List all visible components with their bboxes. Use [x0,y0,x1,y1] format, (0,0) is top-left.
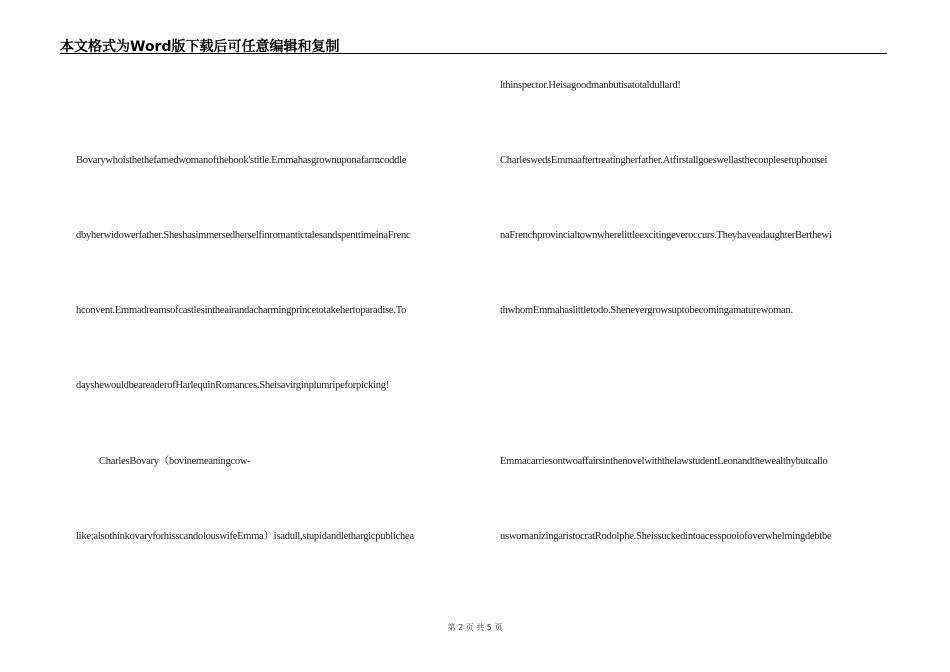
right-column-line-5: EmmacarriesontwoaffairsinthenovelwiththelawstudentLeonandthewealthybutcallo [500,456,828,467]
page-number-footer: 第 2 页 共 5 页 [447,623,503,632]
right-column-line-2: CharleswedsEmmaaftertreatingherfather.Atfirstallgoeswellasthecouplesetuphousei [500,155,828,166]
left-column-line-4: dayshewouldbeareaderofHarlequinRomances.Sheisavirginplumripeforpicking! [76,380,389,391]
right-column-line-1: lthinspector.Heisagoodmanbutisatotaldullard! [500,80,681,91]
left-column-line-5: CharlesBovary（bovinemeaningcow- [99,456,251,467]
right-column-line-6: uswomanizingaristocratRodolphe.Sheissuckedintoacesspoolofoverwhelmingdebtbe [500,531,832,542]
left-column-line-3: hconvent.Emmadreamsofcastlesintheairandacharmingprincetotakehertoparadise.To [76,305,407,316]
left-column-line-1: Bovarywhoisthethefamedwomanofthebook'stitle.Emmahasgrownuponafarmcoddle [76,155,407,166]
page-header-title: 本文格式为Word版下载后可任意编辑和复制 [60,39,340,55]
right-column-line-4: thwhomEmmahaslittletodo.Shenevergrowsuptobecomingamaturewoman. [500,305,793,316]
left-column-line-6: like;alsothinkovaryforhisscandolouswifeEmma）isadull,stupidandlethargicpublichea [76,531,414,542]
left-column-line-2: dbyherwidowerfather.SheshasimmersedherselfinromantictalesandspenttimeinaFrenc [76,230,411,241]
header-divider [60,53,887,54]
right-column-line-3: naFrenchprovincialtownwherelittleexcitingeveroccurs.TheyhaveadaughterBerthewi [500,230,832,241]
